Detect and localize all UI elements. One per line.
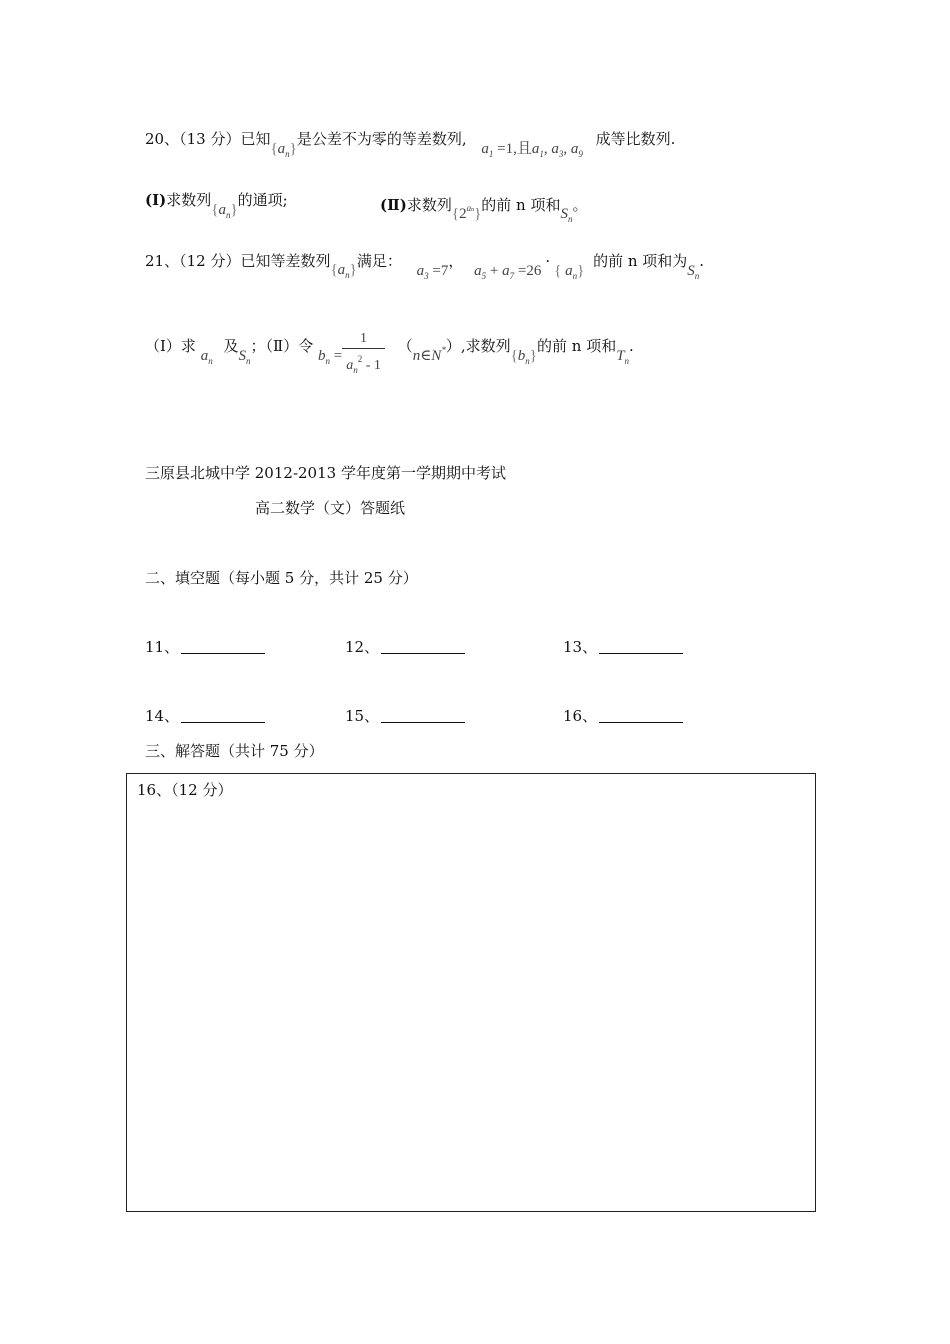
q21-text1: 满足： bbox=[356, 252, 402, 270]
q21-prefix: 21、（12 分）已知等差数列 bbox=[145, 252, 331, 270]
q21-text2: 的前 n 项和为 bbox=[593, 252, 688, 270]
q21-tail: 的前 n 项和 bbox=[537, 337, 617, 355]
q21-sum-sn: $S_n$ bbox=[687, 263, 700, 281]
answer-box-16[interactable] bbox=[126, 773, 816, 1212]
question-20-part2 bbox=[380, 190, 588, 224]
q21-bn-def: $b_n$ = bbox=[318, 348, 343, 366]
q20-part2-seq: $\{2^{an}\}$ bbox=[451, 203, 482, 222]
answer-box-label: 16、（12 分） bbox=[137, 781, 233, 799]
q21-sep: ， bbox=[448, 252, 464, 270]
q21-condition-a3: $a_3 =7$ bbox=[416, 263, 449, 281]
blank-11-line[interactable] bbox=[181, 639, 265, 654]
sheet-subtitle: 高二数学（文）答题纸 bbox=[255, 499, 406, 517]
q21-part1: （Ⅰ）求 bbox=[145, 337, 196, 355]
section-2-title: 二、填空题（每小题 5 分，共计 25 分） bbox=[145, 569, 418, 587]
q20-seq-an: $\{a_n\}$ bbox=[270, 141, 297, 159]
question-20-line bbox=[145, 129, 676, 159]
q21-n-in-N: n∈N* bbox=[412, 345, 446, 364]
q21-end: . bbox=[699, 252, 705, 270]
q21-cond-open: （ bbox=[397, 337, 413, 355]
blank-14[interactable]: 14、 bbox=[145, 706, 265, 726]
q20-text2: 成等比数列. bbox=[595, 130, 676, 148]
q21-fraction: $\frac{1}{a_n^2 - 1}$ bbox=[342, 330, 385, 380]
q20-prefix: 20、（13 分）已知 bbox=[145, 130, 271, 148]
q21-dot: · bbox=[545, 252, 551, 270]
blank-13-line[interactable] bbox=[599, 639, 683, 654]
question-20-part1 bbox=[145, 190, 288, 220]
school-title: 三原县北城中学 2012-2013 学年度第一学期期中考试 bbox=[145, 464, 506, 482]
q20-a1-condition: $a_1 =1$,且$a_1$, $a_3$, $a_9$ bbox=[481, 141, 583, 159]
q20-text1: 是公差不为零的等差数列, bbox=[296, 130, 467, 148]
q21-tn: $T_n$ bbox=[616, 348, 630, 366]
blank-11[interactable]: 11、 bbox=[145, 637, 265, 657]
q20-part1-label: (Ⅰ) bbox=[145, 191, 167, 209]
blank-15-line[interactable] bbox=[381, 708, 465, 723]
q20-part2-text: 求数列 bbox=[406, 196, 452, 214]
blank-14-line[interactable] bbox=[181, 708, 265, 723]
q20-part2-suffix: 的前 n 项和 bbox=[481, 196, 561, 214]
q21-cond-close: ）,求数列 bbox=[445, 337, 511, 355]
q20-part1-seq: $\{a_n\}$ bbox=[211, 202, 238, 220]
q21-part2: ；（Ⅱ）令 bbox=[250, 337, 314, 355]
question-21-line bbox=[145, 251, 705, 281]
q21-seq-an: $\{a_n\}$ bbox=[330, 262, 357, 280]
section-3-title: 三、解答题（共计 75 分） bbox=[145, 742, 324, 760]
blank-15[interactable]: 15、 bbox=[345, 706, 465, 726]
blank-12-line[interactable] bbox=[381, 639, 465, 654]
blank-12[interactable]: 12、 bbox=[345, 637, 465, 657]
q20-part2-label: (Ⅱ) bbox=[380, 196, 407, 214]
q21-an: $a_n$ bbox=[200, 348, 213, 366]
blank-16[interactable]: 16、 bbox=[563, 706, 683, 726]
q20-part2-sum: $S_n$ bbox=[560, 206, 573, 224]
blank-13[interactable]: 13、 bbox=[563, 637, 683, 657]
q21-and: 及 bbox=[223, 337, 239, 355]
q21-end-2: . bbox=[629, 337, 634, 355]
question-21-parts bbox=[145, 322, 634, 375]
q21-seq-bn: $\{b_n\}$ bbox=[510, 348, 537, 366]
q20-part2-end: 。 bbox=[572, 196, 588, 214]
q21-condition-a5-a7: $a_5 + a_7 =26$ bbox=[474, 263, 542, 281]
q21-sn: $S_n$ bbox=[238, 348, 251, 366]
q20-part1-text: 求数列 bbox=[166, 191, 212, 209]
q21-seq-an-2: { $a_n$} bbox=[554, 263, 585, 281]
q20-part1-suffix: 的通项; bbox=[237, 191, 288, 209]
blank-16-line[interactable] bbox=[599, 708, 683, 723]
